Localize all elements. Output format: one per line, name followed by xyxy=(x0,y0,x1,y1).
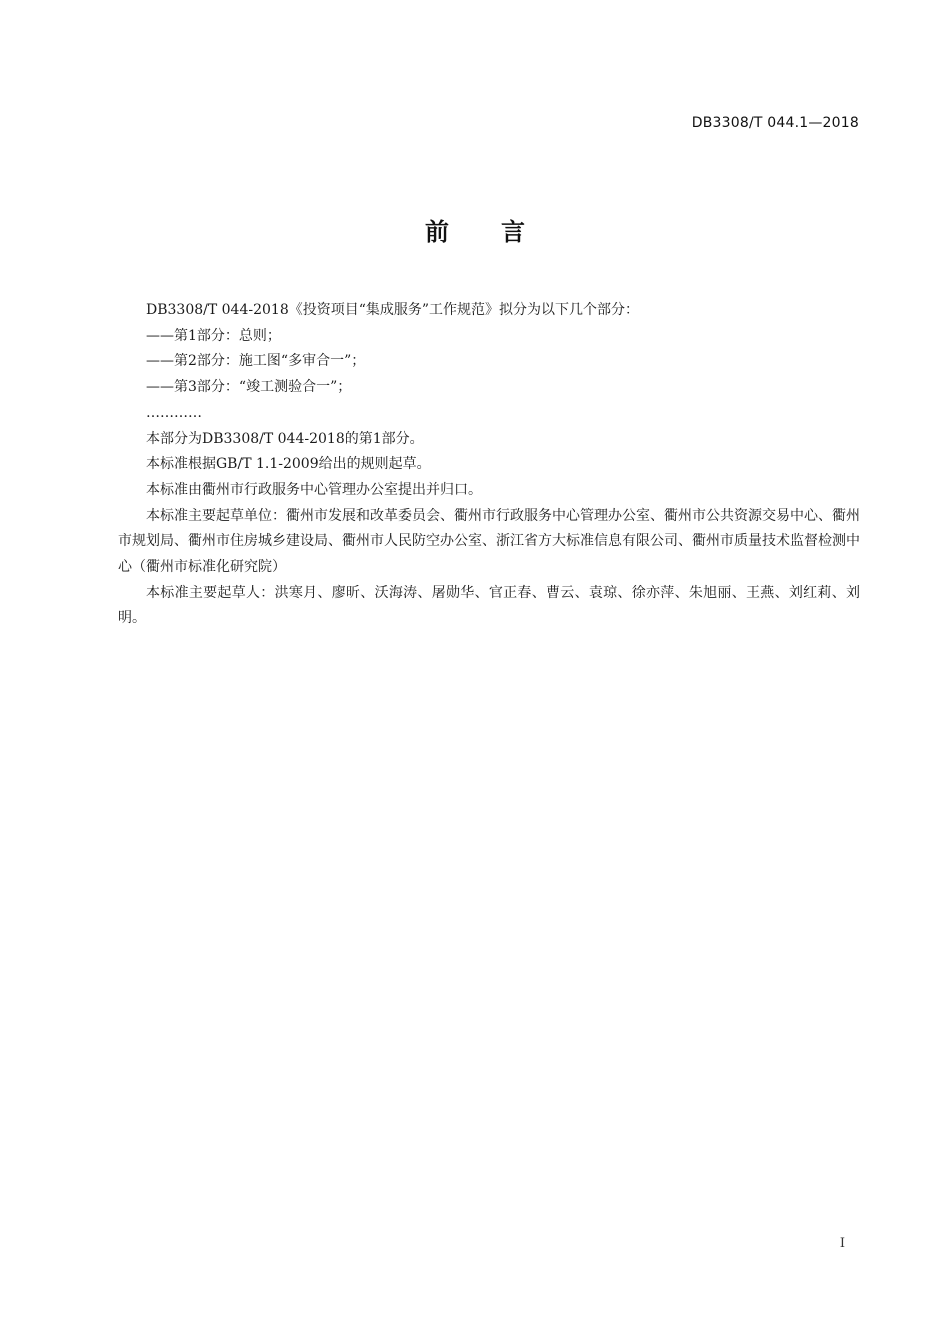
paragraph-proposer: 本标准由衢州市行政服务中心管理办公室提出并归口。 xyxy=(146,481,482,498)
paragraph-parts-intro: DB3308/T 044-2018《投资项目“集成服务”工作规范》拟分为以下几个部分： xyxy=(146,302,640,318)
paragraph-drafters: 本标准主要起草人：洪寒月、廖昕、沃海涛、屠勋华、官正春、曹云、袁琼、徐亦萍、朱旭丽、王燕、刘红莉、刘明。 xyxy=(118,584,860,627)
paragraph-drafting-units: 本标准主要起草单位：衢州市发展和改革委员会、衢州市行政服务中心管理办公室、衢州市公共资源交易中心、衢州市规划局、衢州市住房城乡建设局、衢州市人民防空办公室、浙江省方大标准信息有限公司、衢州市质量技术监督检测中心（衢州市标准化研究院） xyxy=(118,507,860,576)
paragraph-part-3: ——第3部分：“竣工测验合一”； xyxy=(146,379,352,396)
page-title xyxy=(0,212,950,247)
paragraph-this-part: 本部分为DB3308/T 044-2018的第1部分。 xyxy=(146,430,424,447)
preface-body xyxy=(118,298,860,632)
title-char-2: 言 xyxy=(501,218,525,246)
paragraph-ellipsis: ………… xyxy=(146,404,202,421)
document-code: DB3308/T 044.1—2018 xyxy=(691,115,859,131)
page-number: I xyxy=(839,1236,845,1251)
paragraph-part-2: ——第2部分：施工图“多审合一”； xyxy=(146,353,366,370)
paragraph-drafting-rules: 本标准根据GB/T 1.1-2009给出的规则起草。 xyxy=(146,456,431,473)
paragraph-part-1: ——第1部分：总则； xyxy=(146,327,281,344)
title-char-1: 前 xyxy=(425,218,449,246)
